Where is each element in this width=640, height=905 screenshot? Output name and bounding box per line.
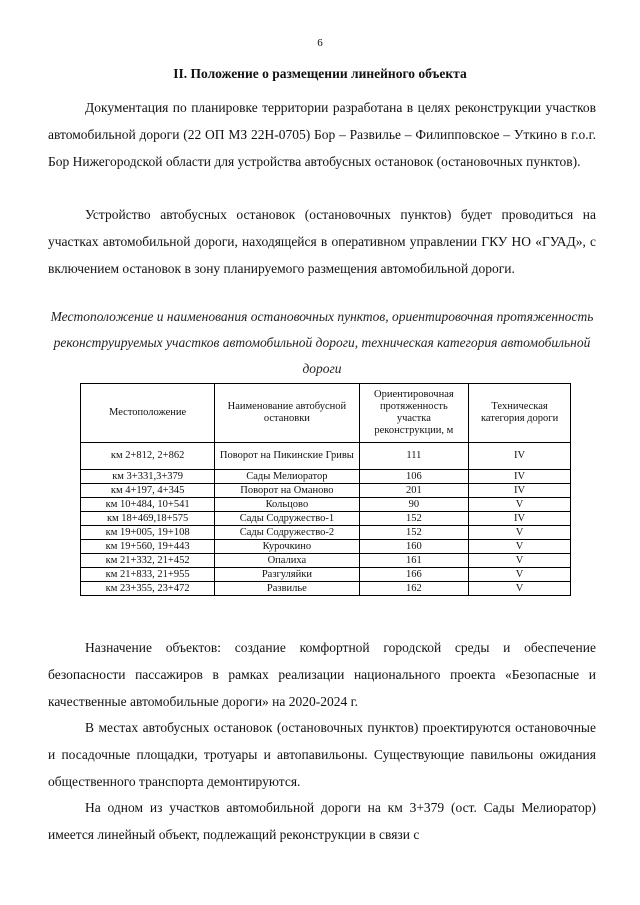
cell-category: V [469, 568, 571, 582]
cell-length: 106 [359, 470, 469, 484]
cell-length: 201 [359, 484, 469, 498]
cell-stop-name: Кольцово [215, 498, 359, 512]
paragraph-4 [48, 714, 596, 795]
cell-category: V [469, 526, 571, 540]
cell-location: км 18+469,18+575 [81, 512, 215, 526]
cell-category: IV [469, 470, 571, 484]
section-heading: II. Положение о размещении линейного объекта [173, 66, 467, 81]
page-number: 6 [317, 37, 323, 49]
paragraph-3 [48, 634, 596, 715]
table-row [81, 526, 571, 540]
cell-length: 162 [359, 582, 469, 596]
header-length: Ориентировочная протяженность участка реконструкции, м [359, 384, 469, 443]
table-caption: Местоположение и наименования остановочных пунктов, ориентировочная протяженность реконструируемых участков автомобильной дороги, техническая категория автомобильной дороги [50, 309, 594, 376]
table-row [81, 484, 571, 498]
cell-location: км 4+197, 4+345 [81, 484, 215, 498]
paragraph-4-text: В местах автобусных остановок (остановочных пунктов) проектируются остановочные и посадочные площадки, тротуары и автопавильоны. Существующие павильоны ожидания общественного транспорта демонтируются. [48, 720, 596, 789]
cell-stop-name: Сады Мелиоратор [215, 470, 359, 484]
table-header-row [81, 384, 571, 443]
cell-stop-name: Развилье [215, 582, 359, 596]
cell-category: IV [469, 443, 571, 470]
cell-category: V [469, 582, 571, 596]
cell-length: 111 [359, 443, 469, 470]
cell-stop-name: Сады Содружество-2 [215, 526, 359, 540]
paragraph-3-text: Назначение объектов: создание комфортной городской среды и обеспечение безопасности пассажиров в рамках реализации национального проекта «Безопасные и качественные автомобильные дороги» на 2020-2024 г. [48, 640, 596, 709]
table-row [81, 554, 571, 568]
table-row [81, 582, 571, 596]
cell-location: км 3+331,3+379 [81, 470, 215, 484]
table-row [81, 512, 571, 526]
table-row [81, 443, 571, 470]
cell-stop-name: Поворот на Пикинские Гривы [215, 443, 359, 470]
cell-category: V [469, 540, 571, 554]
cell-location: км 10+484, 10+541 [81, 498, 215, 512]
paragraph-1 [48, 94, 596, 175]
table-row [81, 498, 571, 512]
cell-category: IV [469, 484, 571, 498]
cell-location: км 21+833, 21+955 [81, 568, 215, 582]
paragraph-1-text: Документация по планировке территории разработана в целях реконструкции участков автомобильной дороги (22 ОП МЗ 22Н-0705) Бор – Развилье – Филипповское – Уткино в г.о.г. Бор Нижегородской области для устройства автобусных остановок (остановочных пунктов). [48, 100, 596, 169]
cell-length: 161 [359, 554, 469, 568]
cell-length: 166 [359, 568, 469, 582]
cell-length: 152 [359, 512, 469, 526]
cell-category: IV [469, 512, 571, 526]
cell-stop-name: Сады Содружество-1 [215, 512, 359, 526]
cell-stop-name: Разгуляйки [215, 568, 359, 582]
cell-stop-name: Курочкино [215, 540, 359, 554]
cell-location: км 19+005, 19+108 [81, 526, 215, 540]
table-row [81, 540, 571, 554]
header-stop-name: Наименование автобусной остановки [215, 384, 359, 443]
stops-table [80, 383, 571, 596]
cell-location: км 21+332, 21+452 [81, 554, 215, 568]
cell-length: 160 [359, 540, 469, 554]
cell-location: км 2+812, 2+862 [81, 443, 215, 470]
paragraph-5-text: На одном из участков автомобильной дороги на км 3+379 (ост. Сады Мелиоратор) имеется линейный объект, подлежащий реконструкции в связи с [48, 800, 596, 842]
table-row [81, 568, 571, 582]
cell-category: V [469, 498, 571, 512]
cell-location: км 23+355, 23+472 [81, 582, 215, 596]
paragraph-2-text: Устройство автобусных остановок (остановочных пунктов) будет проводиться на участках автомобильной дороги, находящейся в оперативном управлении ГКУ НО «ГУАД», с включением остановок в зону планируемого размещения автомобильной дороги. [48, 207, 596, 276]
table-row [81, 470, 571, 484]
header-category: Техническая категория дороги [469, 384, 571, 443]
cell-stop-name: Поворот на Оманово [215, 484, 359, 498]
cell-category: V [469, 554, 571, 568]
cell-length: 90 [359, 498, 469, 512]
header-location: Местоположение [81, 384, 215, 443]
cell-location: км 19+560, 19+443 [81, 540, 215, 554]
paragraph-2 [48, 201, 596, 282]
cell-length: 152 [359, 526, 469, 540]
cell-stop-name: Опалиха [215, 554, 359, 568]
paragraph-5 [48, 794, 596, 848]
